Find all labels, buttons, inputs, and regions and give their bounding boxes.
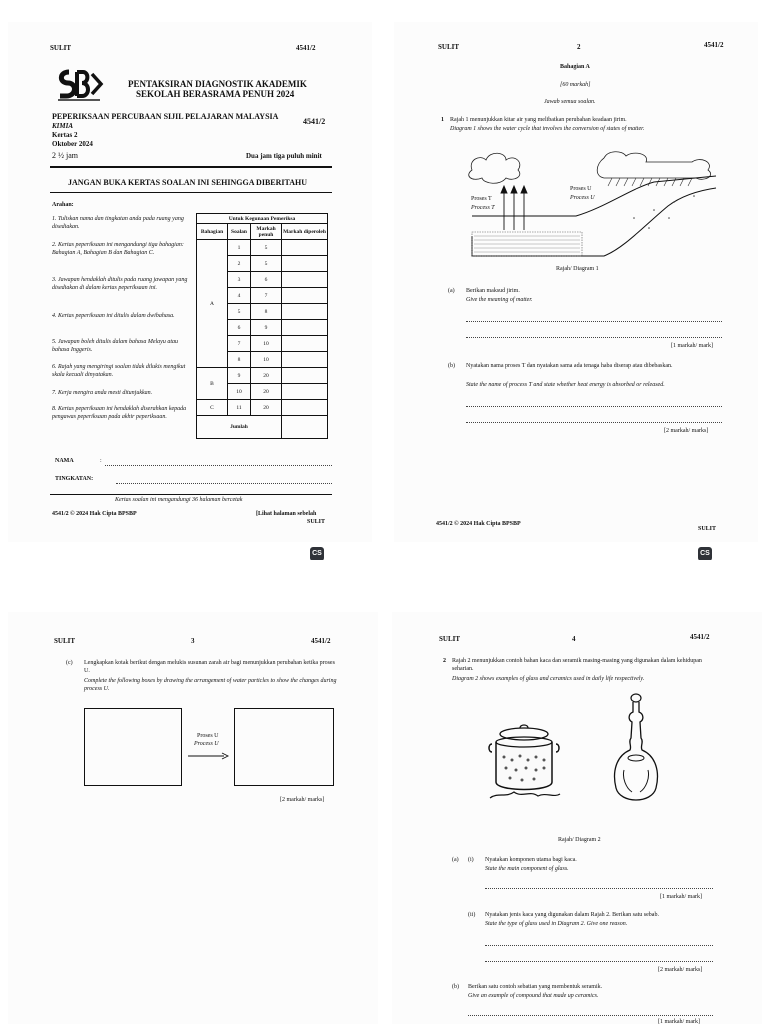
- answer-line[interactable]: [485, 961, 713, 962]
- duration: 2 ½ jam: [52, 151, 78, 160]
- name-colon: :: [100, 458, 102, 464]
- part-b-marks: [2 markah/ marks]: [664, 428, 709, 434]
- question-ms: Rajah 1 menunjukkan kitar air yang melibatkan perubahan keadaan jirim.: [450, 117, 627, 123]
- question-cell: 4: [228, 288, 251, 304]
- obtained-cell: [282, 384, 328, 400]
- full-marks-cell: 6: [251, 272, 282, 288]
- table-row: [197, 368, 328, 384]
- section-title: Bahagian A: [560, 64, 590, 70]
- warning-rule: [50, 192, 332, 193]
- question-cell: 6: [228, 320, 251, 336]
- page-count-note: Kertas soalan ini mengandungi 36 halaman bercetak: [115, 497, 243, 503]
- name-label: NAMA: [55, 458, 74, 464]
- answer-box-after[interactable]: [234, 708, 334, 786]
- page-4: [384, 592, 768, 1024]
- col-header-obtained-marks: Markah diperoleh: [282, 224, 328, 240]
- full-marks-cell: 7: [251, 288, 282, 304]
- part-b-ms: Nyatakan nama proses T dan nyatakan sama ada tenaga haba diserap atau dibebaskan.: [466, 363, 673, 369]
- examiner-table-title: Untuk Kegunaan Pemeriksa: [197, 214, 328, 224]
- paper-code: 4541/2: [296, 44, 316, 52]
- paper-number: Kertas 2: [52, 131, 78, 139]
- part-c-marks: [2 markah/ marks]: [280, 797, 325, 803]
- subject: KIMIA: [52, 122, 74, 130]
- part-b-label: (b): [448, 363, 455, 369]
- exam-date: Oktober 2024: [52, 140, 93, 148]
- section-b-cell: B: [197, 368, 228, 400]
- obtained-cell: [282, 352, 328, 368]
- full-marks-cell: 20: [251, 384, 282, 400]
- sulit-footer: SULIT: [698, 526, 717, 532]
- duration-words: Dua jam tiga puluh minit: [246, 152, 322, 160]
- see-next-page: [Lihat halaman sebelah: [256, 511, 317, 517]
- part-c-en: Complete the following boxes by drawing the arrangement of water particles to show the changes during process U.: [84, 678, 337, 692]
- answer-line[interactable]: [466, 406, 722, 407]
- page-number: 4: [572, 635, 576, 643]
- question-cell: 2: [228, 256, 251, 272]
- glass-pot-illustration: [484, 722, 564, 802]
- instruction-2: 2. Kertas peperiksaan ini mengandungi tiga bahagian: Bahagian A, Bahagian B dan Bahagian C.: [52, 242, 184, 256]
- page-4-sheet: [392, 612, 762, 1024]
- sulit-footer: SULIT: [307, 519, 326, 525]
- instruction-6: 6. Rajah yang mengiringi soalan tidak dilukis mengikut skala kecuali dinyatakan.: [52, 364, 186, 378]
- instruction-8: 8. Kertas peperiksaan ini hendaklah diserahkan kepada pengawas peperiksaan pada akhir peperiksaan.: [52, 406, 187, 420]
- answer-line[interactable]: [466, 321, 722, 322]
- sulit-label: SULIT: [54, 637, 76, 645]
- question-cell: 8: [228, 352, 251, 368]
- total-label: Jumlah: [197, 416, 282, 439]
- question-cell: 7: [228, 336, 251, 352]
- sulit-label: SULIT: [439, 635, 461, 643]
- question-number: 1: [441, 117, 444, 123]
- diagram-caption: Rajah/ Diagram 1: [556, 266, 599, 272]
- examiner-table: [196, 213, 328, 439]
- copyright: 4541/2 © 2024 Hak Cipta BPSBP: [436, 521, 521, 527]
- part-a-ii-ms: Nyatakan jenis kaca yang digunakan dalam Rajah 2. Berikan satu sebab.: [485, 912, 659, 918]
- process-u-label-ms: Proses U: [570, 186, 592, 192]
- answer-line[interactable]: [485, 945, 713, 946]
- answer-box-before[interactable]: [84, 708, 182, 786]
- form-label: TINGKATAN:: [55, 476, 94, 482]
- instructions-label: Arahan:: [52, 202, 74, 208]
- copyright: 4541/2 © 2024 Hak Cipta BPSBP: [52, 511, 137, 517]
- part-b-ms: Berikan satu contoh sebatian yang membentuk seramik.: [468, 984, 603, 990]
- answer-line[interactable]: [468, 1015, 713, 1016]
- part-b-label: (b): [452, 984, 459, 990]
- col-header-full-marks: Markah penuh: [251, 224, 282, 240]
- col-header-section: Bahagian: [197, 224, 228, 240]
- part-a-label: (a): [452, 857, 459, 863]
- exam-title: PEPERIKSAAN PERCUBAAN SIJIL PELAJARAN MALAYSIA: [52, 112, 279, 121]
- question-cell: 10: [228, 384, 251, 400]
- obtained-cell: [282, 336, 328, 352]
- obtained-cell: [282, 304, 328, 320]
- section-c-cell: C: [197, 400, 228, 416]
- question-ms: Rajah 2 menunjukkan contoh bahan kaca dan seramik masing-masing yang digunakan dalam kehidupan seharian.: [452, 658, 702, 672]
- paper-code: 4541/2: [690, 633, 710, 641]
- answer-all: Jawab semua soalan.: [544, 99, 596, 105]
- part-c-label: (c): [66, 660, 73, 666]
- part-a-ii-marks: [2 markah/ marks]: [658, 967, 703, 973]
- org-title-1: PENTAKSIRAN DIAGNOSTIK AKADEMIK: [128, 79, 307, 89]
- part-b-en: State the name of process T and state whether heat energy is absorbed or released.: [466, 382, 665, 388]
- page-number: 2: [577, 43, 581, 51]
- question-cell: 11: [228, 400, 251, 416]
- org-title-2: SEKOLAH BERASRAMA PENUH 2024: [136, 89, 295, 99]
- header-rule: [50, 166, 332, 168]
- part-a-marks: [1 markah/ mark]: [671, 343, 713, 349]
- question-en: Diagram 1 shows the water cycle that involves the conversion of states of matter.: [450, 126, 645, 132]
- sulit-label: SULIT: [438, 43, 460, 51]
- table-row: [197, 240, 328, 256]
- camscanner-badge: CS: [698, 547, 712, 560]
- col-header-question: Soalan: [228, 224, 251, 240]
- section-a-cell: A: [197, 240, 228, 368]
- part-a-en: Give the meaning of matter.: [466, 297, 533, 303]
- full-marks-cell: 20: [251, 368, 282, 384]
- form-field[interactable]: [116, 483, 332, 484]
- obtained-cell: [282, 368, 328, 384]
- part-a-i-marks: [1 markah/ mark]: [660, 894, 702, 900]
- full-marks-cell: 20: [251, 400, 282, 416]
- camscanner-badge: CS: [310, 547, 324, 560]
- obtained-cell: [282, 272, 328, 288]
- obtained-cell: [282, 288, 328, 304]
- instruction-3: 3. Jawapan hendaklah ditulis pada ruang jawapan yang disediakan di dalam kertas peperiksaan ini.: [52, 277, 188, 291]
- obtained-cell: [282, 240, 328, 256]
- part-a-ms: Berikan maksud jirim.: [466, 288, 520, 294]
- page-1: [0, 0, 384, 560]
- sulit-label: SULIT: [50, 44, 72, 52]
- process-arrow: [188, 752, 230, 760]
- part-b-en: Give an example of compound that made up ceramics.: [468, 993, 599, 999]
- process-u-label-en: Process U: [570, 195, 595, 201]
- full-marks-cell: 8: [251, 304, 282, 320]
- answer-line[interactable]: [466, 422, 722, 423]
- part-a-i-ms: Nyatakan komponen utama bagi kaca.: [485, 857, 577, 863]
- table-row: [197, 400, 328, 416]
- question-en: Diagram 2 shows examples of glass and ceramics used in daily life respectively.: [452, 676, 645, 682]
- page-2: [384, 0, 768, 560]
- question-cell: 9: [228, 368, 251, 384]
- part-a-ii-en: State the type of glass used in Diagram 2. Give one reason.: [485, 921, 628, 927]
- paper-code: 4541/2: [704, 41, 724, 49]
- instruction-4: 4. Kertas peperiksaan ini ditulis dalam dwibahasa.: [52, 313, 175, 319]
- part-a-label: (a): [448, 288, 455, 294]
- arrow-label-ms: Proses U: [197, 733, 219, 739]
- name-field[interactable]: [105, 465, 332, 466]
- full-marks-cell: 5: [251, 256, 282, 272]
- question-cell: 1: [228, 240, 251, 256]
- page-3: [0, 592, 384, 1024]
- question-cell: 5: [228, 304, 251, 320]
- ceramic-bottle-illustration: [606, 692, 666, 812]
- full-marks-cell: 9: [251, 320, 282, 336]
- obtained-cell: [282, 320, 328, 336]
- paper-code-main: 4541/2: [303, 117, 326, 126]
- section-marks: [60 markah]: [560, 82, 591, 88]
- footer-rule: [50, 494, 332, 495]
- part-b-marks: [1 markah/ mark]: [658, 1019, 700, 1024]
- full-marks-cell: 5: [251, 240, 282, 256]
- full-marks-cell: 10: [251, 336, 282, 352]
- process-t-label-ms: Proses T: [471, 196, 492, 202]
- part-a-ii-label: (ii): [468, 912, 476, 918]
- part-a-i-label: (i): [468, 857, 474, 863]
- part-c-ms: Lengkapkan kotak berikut dengan melukis susunan zarah air bagi menunjukkan perubahan ketika proses U.: [84, 660, 335, 674]
- obtained-cell: [282, 400, 328, 416]
- sbp-logo: [55, 68, 105, 104]
- diagram-caption: Rajah/ Diagram 2: [558, 837, 601, 843]
- question-number: 2: [443, 658, 446, 664]
- answer-line[interactable]: [466, 337, 722, 338]
- instruction-1: 1. Tuliskan nama dan tingkatan anda pada ruang yang disediakan.: [52, 216, 184, 230]
- arrow-label-en: Process U: [194, 741, 219, 747]
- part-a-i-en: State the main component of glass.: [485, 866, 569, 872]
- paper-code: 4541/2: [311, 637, 331, 645]
- warning-text: JANGAN BUKA KERTAS SOALAN INI SEHINGGA DIBERITAHU: [68, 178, 308, 187]
- obtained-cell: [282, 256, 328, 272]
- answer-line[interactable]: [485, 888, 713, 889]
- instruction-5: 5. Jawapan boleh ditulis dalam bahasa Melayu atau bahasa Inggeris.: [52, 339, 178, 353]
- question-cell: 3: [228, 272, 251, 288]
- page-number: 3: [191, 637, 195, 645]
- full-marks-cell: 10: [251, 352, 282, 368]
- process-t-label-en: Process T: [471, 205, 495, 211]
- total-cell: [282, 416, 328, 439]
- instruction-7: 7. Kerja mengira anda mesti ditunjukkan.: [52, 390, 153, 396]
